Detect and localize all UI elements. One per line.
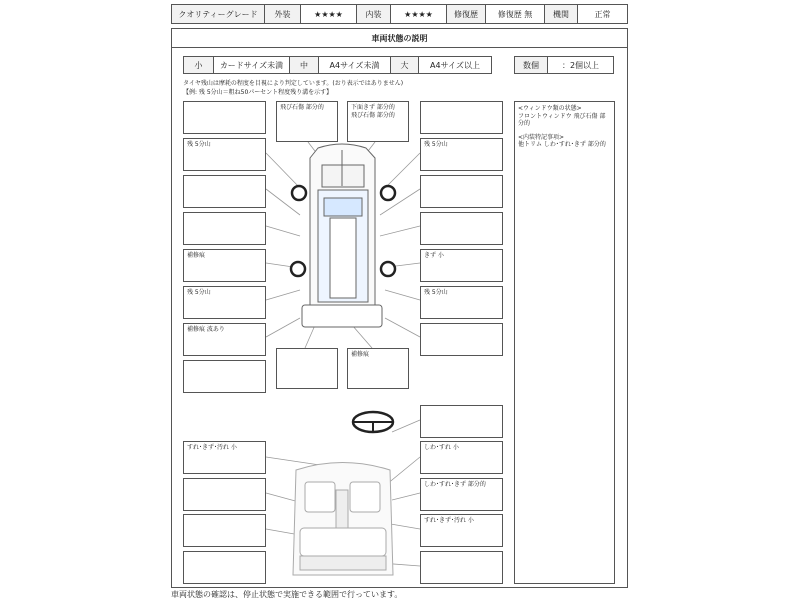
damage-box-left-1 <box>183 101 266 134</box>
repair-history-label: 修復歴 <box>446 4 486 24</box>
mechanical-value: 正常 <box>577 4 628 24</box>
interior-box-right-4 <box>420 551 503 584</box>
legend-medium-desc: A4サイズ未満 <box>318 56 391 74</box>
damage-box-right-front-tire: 残 5分山 <box>420 138 503 171</box>
section-title: 車両状態の説明 <box>171 28 628 48</box>
damage-box-rear-left <box>276 348 338 389</box>
window-status-heading: <ウィンドウ類の状態> <box>518 105 582 112</box>
legend-count: 数個 <box>514 56 548 74</box>
interior-box-left-1: すれ･きず･汚れ 小 <box>183 441 266 474</box>
tire-note-1: タイヤ残山は摩耗の程度を目視により判定しています。(おり表示ではありません) <box>183 80 404 87</box>
tire-note-2: 【例: 残 5分山＝粗ね50パーセント程度残り溝を示す】 <box>183 89 333 96</box>
damage-box-right-2 <box>420 175 503 208</box>
damage-box-right-1 <box>420 101 503 134</box>
damage-box-right-3 <box>420 212 503 245</box>
exterior-label: 外装 <box>264 4 301 24</box>
interior-notes-text: 他トリム しわ･すれ･きず 部分的 <box>518 141 606 148</box>
damage-box-left-rear-corner: 補修痕 波あり <box>183 323 266 356</box>
damage-box-left-2 <box>183 175 266 208</box>
quality-grade-label: クオリティーグレード <box>171 4 265 24</box>
interior-rating: ★★★★ <box>390 4 447 24</box>
repair-history-value: 修復歴 無 <box>485 4 545 24</box>
interior-box-right-steering <box>420 405 503 438</box>
legend-medium: 中 <box>289 56 319 74</box>
interior-box-left-4 <box>183 551 266 584</box>
damage-box-left-middle: 補修痕 <box>183 249 266 282</box>
legend-large: 大 <box>390 56 419 74</box>
legend-large-desc: A4サイズ以上 <box>418 56 492 74</box>
damage-box-roof-right: 下面きず 部分的 飛び石傷 部分的 <box>347 101 409 142</box>
damage-box-left-3 <box>183 212 266 245</box>
interior-box-right-2: しわ･すれ･きず 部分的 <box>420 478 503 511</box>
legend-small-desc: カードサイズ未満 <box>213 56 290 74</box>
interior-box-right-1: しわ･すれ 小 <box>420 441 503 474</box>
notes-panel <box>514 101 615 584</box>
damage-box-right-4 <box>420 323 503 356</box>
damage-box-rear-bumper: 補修痕 <box>347 348 409 389</box>
mechanical-label: 機関 <box>544 4 578 24</box>
interior-box-left-3 <box>183 514 266 547</box>
damage-box-left-4 <box>183 360 266 393</box>
interior-notes-heading: <内装特記事項> <box>518 133 565 141</box>
exterior-rating: ★★★★ <box>300 4 357 24</box>
window-status-text: フロントウィンドウ 飛び石傷 部分的 <box>518 112 606 127</box>
damage-box-left-front-tire: 残 5分山 <box>183 138 266 171</box>
damage-box-roof-left: 飛び石傷 部分的 <box>276 101 338 142</box>
damage-box-right-rear-tire: 残 5分山 <box>420 286 503 319</box>
legend-count-desc: ：2個以上 <box>547 56 614 74</box>
footer-note: 車両状態の確認は、停止状態で実施できる範囲で行っています。 <box>171 590 403 599</box>
damage-box-right-middle: きず 小 <box>420 249 503 282</box>
interior-box-right-3: すれ･きず･汚れ 小 <box>420 514 503 547</box>
interior-label: 内装 <box>356 4 391 24</box>
damage-box-left-rear-tire: 残 5分山 <box>183 286 266 319</box>
legend-small: 小 <box>183 56 214 74</box>
interior-box-left-2 <box>183 478 266 511</box>
